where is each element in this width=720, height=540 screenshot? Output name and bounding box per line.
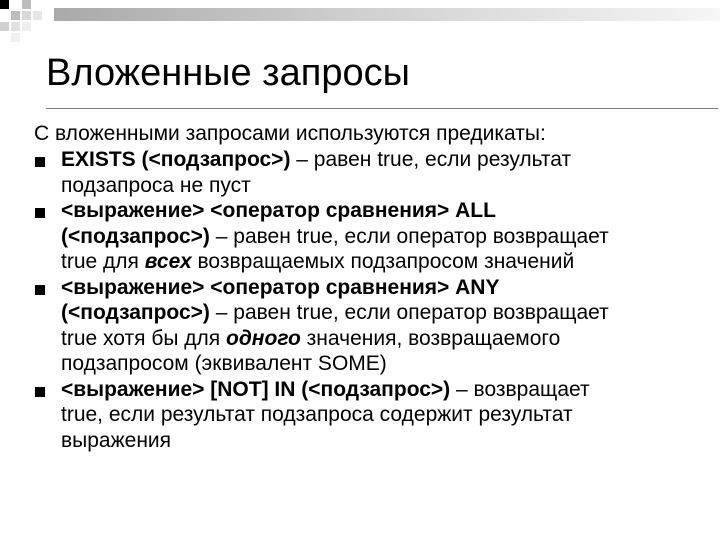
text-run: – равен true, если оператор возвращает	[209, 224, 609, 248]
text-line	[61, 198, 704, 224]
text-run: (<подзапрос>)	[61, 224, 210, 248]
text-line	[61, 377, 704, 403]
text-run: одного	[226, 326, 301, 350]
text-line	[61, 402, 704, 428]
text-run: – возвращает	[450, 377, 590, 401]
text-line	[61, 147, 704, 173]
text-run: <выражение> <оператор сравнения> ALL	[61, 199, 496, 222]
list-item	[34, 147, 704, 198]
text-line	[61, 173, 704, 199]
slide-title: Вложенные запросы	[46, 52, 410, 94]
text-run: true, если результат подзапроса содержит результат	[61, 403, 573, 426]
text-run: EXISTS (<подзапрос>)	[61, 148, 291, 171]
text-run: <выражение> [NOT] IN (<подзапрос>)	[61, 377, 451, 401]
text-run: возвращаемых подзапросом значений	[191, 250, 575, 273]
text-run: выражения	[61, 428, 172, 452]
text-run: значения, возвращаемого	[300, 326, 561, 350]
text-line	[61, 224, 704, 250]
text-run: (<подзапрос>)	[61, 301, 210, 324]
intro-text: С вложенными запросами используются предикаты:	[34, 122, 546, 145]
text-line	[61, 249, 704, 275]
text-line	[61, 275, 704, 301]
square-bullet-icon	[35, 208, 45, 218]
slide-body	[34, 120, 704, 453]
text-run: подзапросом (эквивалент SOME)	[61, 352, 387, 375]
square-bullet-icon	[35, 285, 45, 295]
text-line	[61, 351, 704, 377]
text-run: true для	[61, 250, 145, 273]
text-run: – равен true, если оператор возвращает	[209, 301, 609, 324]
title-divider	[46, 108, 718, 109]
list-item	[34, 275, 704, 377]
text-line	[61, 326, 704, 352]
text-run: подзапроса не пуст	[61, 173, 251, 197]
square-bullet-icon	[35, 157, 45, 167]
text-run: всех	[144, 250, 192, 273]
text-run: true хотя бы для	[61, 326, 226, 350]
text-run: – равен true, если результат	[290, 148, 572, 171]
list-item	[34, 198, 704, 275]
predicate-list	[34, 147, 704, 453]
text-line	[61, 428, 704, 454]
text-line	[61, 300, 704, 326]
list-item	[34, 377, 704, 454]
square-bullet-icon	[35, 387, 45, 397]
text-run: <выражение> <оператор сравнения> ANY	[61, 275, 500, 299]
